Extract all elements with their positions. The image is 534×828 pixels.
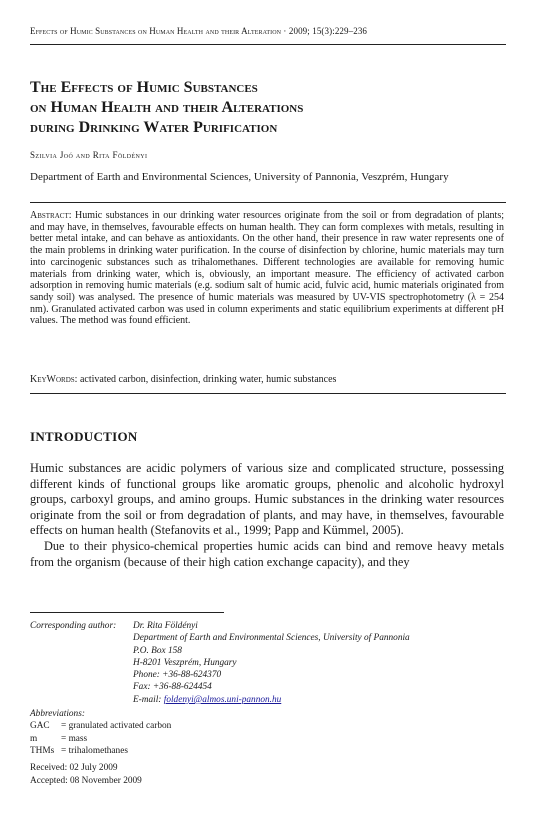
keywords-text: activated carbon, disinfection, drinking water, humic substances: [79, 374, 337, 385]
keywords: [30, 374, 504, 385]
body-text: [30, 461, 504, 570]
running-head: Effects of Humic Substances on Human Health and their Alteration · 2009; 15(3):229–236: [30, 26, 368, 36]
header-rule: [30, 44, 506, 45]
abstract-label: Abstract:: [30, 210, 72, 221]
keywords-label: KeyWords:: [30, 374, 78, 385]
abstract-bottom-rule: [30, 393, 506, 394]
author-city: H-8201 Veszprém, Hungary: [133, 657, 237, 668]
author-department: Department of Earth and Environmental Sciences, University of Pannonia: [133, 633, 410, 644]
title-line: during Drinking Water Purification: [30, 119, 278, 136]
accepted-date: Accepted: 08 November 2009: [30, 775, 142, 786]
abbreviations-title: Abbreviations:: [30, 709, 85, 720]
email-link[interactable]: foldenyi@almos.uni-pannon.hu: [163, 694, 282, 705]
section-heading: INTRODUCTION: [30, 429, 138, 444]
author-phone: Phone: +36-88-624370: [133, 670, 222, 681]
article-title: [30, 78, 490, 138]
paragraph: Humic substances are acidic polymers of various size and complicated structure, possessing different kinds of functional groups like aromatic groups, phenolic and alcoholic hydroxyl groups, carboxyl groups, and amino groups. Humic substances in the drinking water resources originate from the soil or from degradation of plants, and may have, in themselves, favourable effects on human health (Stefanovits et al., 1999; Papp and Kümmel, 2005).: [30, 461, 504, 538]
abstract: [30, 210, 504, 327]
dates: [30, 762, 510, 787]
corresponding-author-label: Corresponding author:: [30, 621, 117, 631]
corresponding-author-details: [133, 620, 410, 706]
title-line: The Effects of Humic Substances: [30, 79, 258, 96]
corresponding-author: [30, 620, 510, 706]
author-email: [133, 694, 410, 706]
paragraph: Due to their physico-chemical properties humic acids can bind and remove heavy metals from the organism (because of their high cation exchange capacity), and they: [30, 538, 504, 569]
abstract-top-rule: [30, 202, 506, 203]
email-label: E-mail:: [133, 694, 162, 705]
affiliation: Department of Earth and Environmental Sciences, University of Pannonia, Veszprém, Hungary: [30, 171, 449, 183]
footnotes: [30, 620, 510, 787]
author-fax: Fax: +36-88-624454: [133, 682, 212, 693]
abbreviation-row: [30, 720, 510, 732]
received-date: Received: 02 July 2009: [30, 763, 118, 774]
abbreviation-row: [30, 745, 510, 757]
abbreviation-row: [30, 733, 510, 745]
abbreviation-key: m: [30, 733, 38, 744]
authors: Szilvia Joó and Rita Földényi: [30, 150, 148, 160]
author-po-box: P.O. Box 158: [133, 645, 182, 656]
footnote-rule: [30, 612, 224, 613]
abbreviation-key: GAC: [30, 721, 50, 732]
abbreviation-key: THMs: [30, 745, 55, 756]
abstract-text: Humic substances in our drinking water resources originate from the soil or from degradation of plants; and may have, in themselves, favourable effects on human health. They can form complexes with metals, resulting in better metal intake, and can behave as antioxidants. On the other hand, their presence in raw water represents one of the main problems in drinking water purification. In the course of disinfection by chlorine, humic materials may turn into carcinogenic substances such as trihalomethanes. Different technologies are available for removing humic materials from drinking water, which is, obviously, an important measure. The efficiency of activated carbon adsorption in removing humic materials (e.g. sodium salt of humic acid, fulvic acid, humic materials originated from sandy soil) was analysed. The presence of humic materials was measured by UV-VIS spectrophotometry (λ = 254 nm). Granulated activated carbon was used in column experiments and static equilibrium experiments at different pH values. The method was found efficient.: [30, 210, 504, 327]
title-line: on Human Health and their Alterations: [30, 99, 304, 116]
abbreviation-value: = granulated activated carbon: [61, 721, 172, 732]
author-name: Dr. Rita Földényi: [133, 621, 198, 631]
abbreviation-value: = mass: [61, 733, 88, 744]
abbreviation-value: = trihalomethanes: [61, 745, 128, 756]
